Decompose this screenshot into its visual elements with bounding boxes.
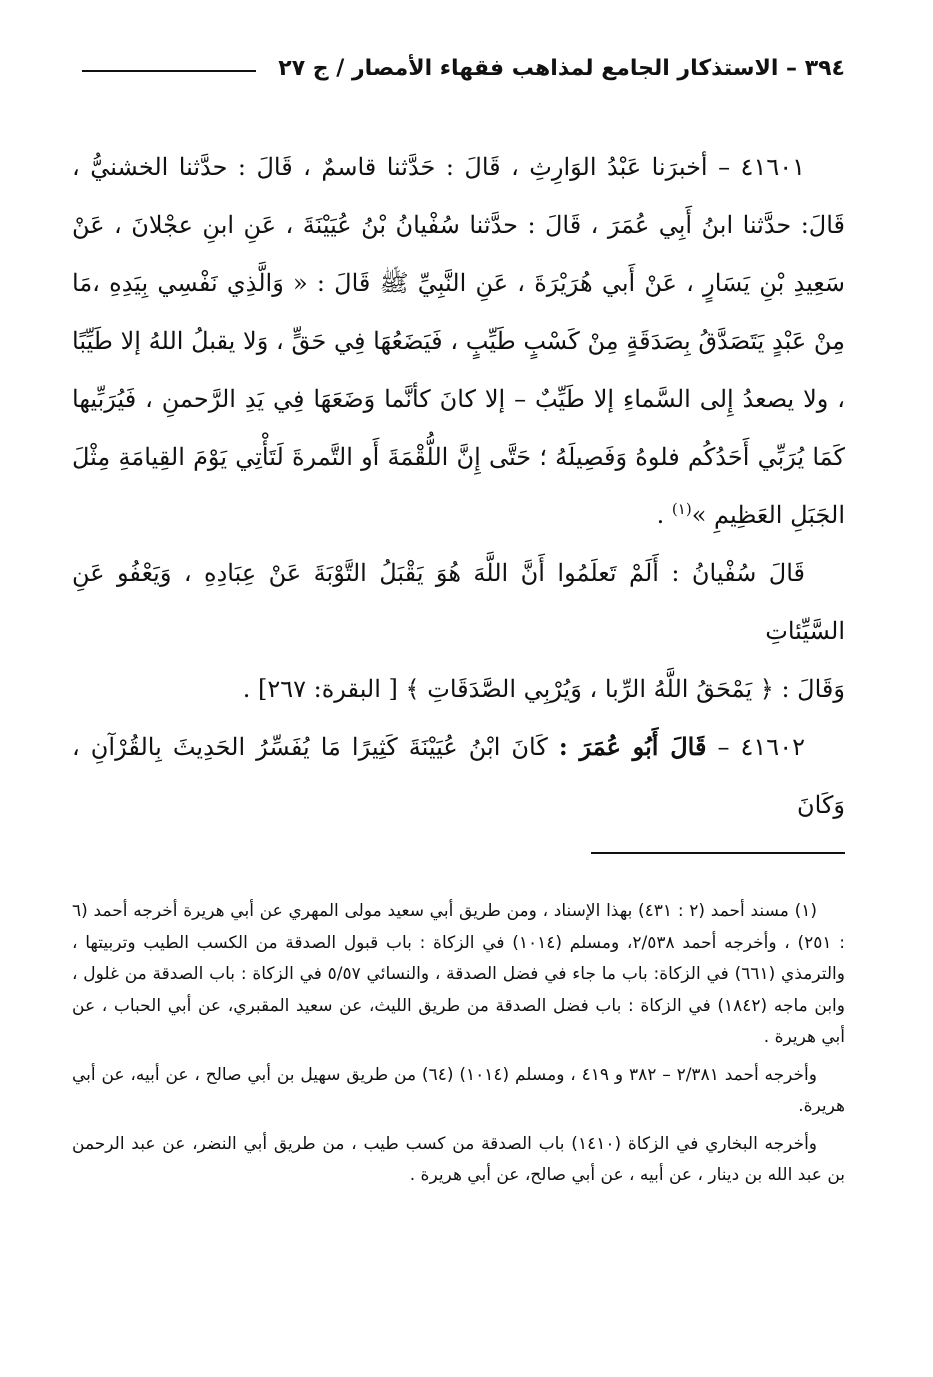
main-text [72, 138, 845, 834]
footnotes [72, 896, 845, 1198]
sufyan-quote-2: وَقَالَ : ﴿ يَمْحَقُ اللَّهُ الرِّبا ، وَيُرْبِي الصَّدَقَاتِ ﴾ [ البقرة: ٢٦٧] . [242, 675, 845, 703]
hadith-end: . [656, 501, 672, 529]
hadith-text: أخبرَنا عَبْدُ الوَارِثِ ، قَالَ : حَدَّثنا قاسمٌ ، قَالَ : حدَّثنا الخشنيُّ ، قَالَ: حدَّثنا ابنُ أَبِي عُمَرَ ، قَالَ : حدَّثنا سُفْيانُ بْنُ عُيَيْنَةَ ، عَنِ ابنِ عجْلانَ ، عَنْ سَعِيدِ بْنِ يَسَارٍ ، عَنْ أَبي هُرَيْرَةَ ، عَنِ النَّبِيِّ ﷺ قَالَ : « وَالَّذِي نَفْسِي بِيَدِهِ ،مَا مِنْ عَبْدٍ يَتَصَدَّقُ بِصَدَقَةٍ مِنْ كَسْبٍ طَيِّبٍ ، فَيَضَعُهَا فِي حَقٍّ ، وَلا يقبلُ اللهُ إلا طَيِّبًا ، ولا يصعدُ إِلى السَّماءِ إلا طَيِّبٌ – إلا كانَ كأنَّما وَضَعَهَا فِي يَدِ الرَّحمنِ ، فَيُرَبِّيها كَمَا يُرَبِّي أَحَدُكُم فلوهُ وَفَصِيلَهُ ؛ حَتَّى إِنَّ اللُّقْمَةَ أَو التَّمرةَ لَتَأْتِي يَوْمَ القِيامَةِ مِثْلَ الجَبَلِ العَظِيمِ » [72, 153, 845, 529]
footnote-separator [591, 852, 845, 854]
hadith-text: كَانَ ابْنُ عُيَيْنَةَ كَثِيرًا مَا يُفَسِّرُ الحَدِيثَ بِالقُرْآنِ ، وَكَانَ [72, 733, 845, 819]
page-header [82, 48, 845, 88]
hadith-4601 [72, 138, 845, 544]
hadith-4602 [72, 718, 845, 834]
footnote-1-continuation-b: وأخرجه البخاري في الزكاة (١٤١٠) باب الصدقة من كسب طيب ، من طريق أبي النضر، عن عبد الرحمن بن عبد الله بن دينار ، عن أبيه ، عن أبي صالح، عن أبي هريرة . [72, 1133, 845, 1185]
sufyan-quote-1: قَالَ سُفْيانُ : أَلَمْ تَعلَمُوا أَنَّ اللَّهَ هُوَ يَقْبَلُ التَّوْبَةَ عَنْ عِبَادِهِ ، وَيَعْفُو عَنِ السَّيِّئاتِ [72, 559, 845, 645]
hadith-number: ٤١٦٠٢ – [717, 733, 805, 761]
hadith-number: ٤١٦٠١ – [718, 153, 805, 181]
running-title: ٣٩٤ – الاستذكار الجامع لمذاهب فقهاء الأمصار / ج ٢٧ [278, 55, 845, 81]
footnote-1-continuation-a: وأخرجه أحمد ٢/٣٨١ – ٣٨٢ و ٤١٩ ، ومسلم (١٠١٤) (٦٤) من طريق سهيل بن أبي صالح ، عن أبيه، عن أبي هريرة. [72, 1064, 845, 1116]
header-rule [82, 70, 256, 72]
hadith-speaker: قَالَ أَبُو عُمَرَ : [558, 732, 707, 761]
footnote-reference[interactable]: (١) [671, 500, 692, 518]
footnote-1: (١) مسند أحمد (٢ : ٤٣١) بهذا الإسناد ، ومن طريق أبي سعيد مولى المهري عن أبي هريرة أخرجه أحمد (٦ : ٢٥١) ، وأخرجه أحمد ٢/٥٣٨، ومسلم (١٠١٤) في الزكاة : باب قبول الصدقة من الكسب الطيب وتربيتها ، والترمذي (٦٦١) في الزكاة: باب ما جاء في فضل الصدقة ، والنسائي ٥/٥٧ في الزكاة : باب الصدقة من غلول ، وابن ماجه (١٨٤٢) في الزكاة : باب فضل الصدقة من طريق الليث، عن سعيد المقبري، عن أبي الحباب ، عن أبي هريرة . [72, 901, 845, 1047]
